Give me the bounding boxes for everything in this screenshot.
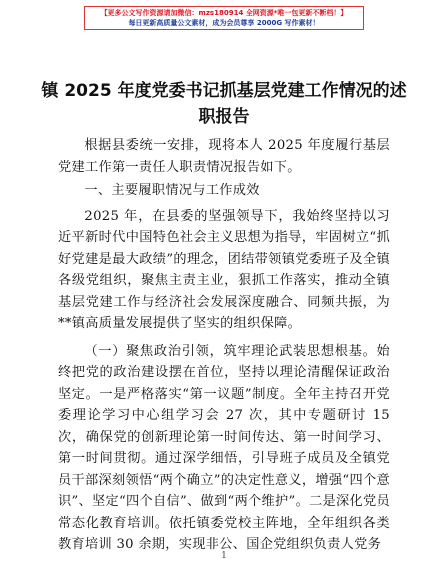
political-guidance-paragraph: （一）聚焦政治引领，筑牢理论武装思想根基。始终把党的政治建设摆在首位，坚持以理论清醒保证政治坚定。一是严格落实“第一议题”制度。全年主持召开党委理论学习中心组学习会 27 次，其中专题研讨 15 次，确保党的创新理论第一时间传达、第一时间学习、第一时间贯彻。通过深学细悟，引导班子成员及全镇党员干部深刻领悟“两个确立”的决定性意义，增强“四个意识”、坚定“四个自信”、做到“两个维护”。二是深化党员常态化教育培训。依托镇委党校主阵地，全年组织各类教育培训 30 余期，实现非公、国企党组织负责人党务 xyxy=(58,343,390,552)
document-body xyxy=(58,135,390,556)
overview-paragraph: 2025 年，在县委的坚强领导下，我始终坚持以习近平新时代中国特色社会主义思想为指导，牢固树立“抓好党建是最大政绩”的理念，团结带领镇党委班子及全镇各级党组织，聚焦主责主业，狠抓工作落实，推动全镇基层党建工作与经济社会发展深度融合、同频共振，为**镇高质量发展提供了坚实的组织保障。 xyxy=(58,208,390,331)
section-heading: 一、主要履职情况与工作成效 xyxy=(84,183,260,198)
banner-line-2: 每日更新高质量公文素材，成为会员尊享 2000G 写作素材！ xyxy=(128,19,320,27)
page-number: 1 xyxy=(221,551,227,561)
banner-line-1: 【更多公文写作资源请加微信：mzs180914 全网资源*唯一包更新不断档！】 xyxy=(100,9,348,17)
document-title: 镇 2025 年度党委书记抓基层党建工作情况的述职报告 xyxy=(41,81,407,127)
intro-paragraph: 根据县委统一安排，现将本人 2025 年度履行基层党建工作第一责任人职责情况报告如下。 xyxy=(58,138,390,175)
promo-banner xyxy=(84,6,364,30)
